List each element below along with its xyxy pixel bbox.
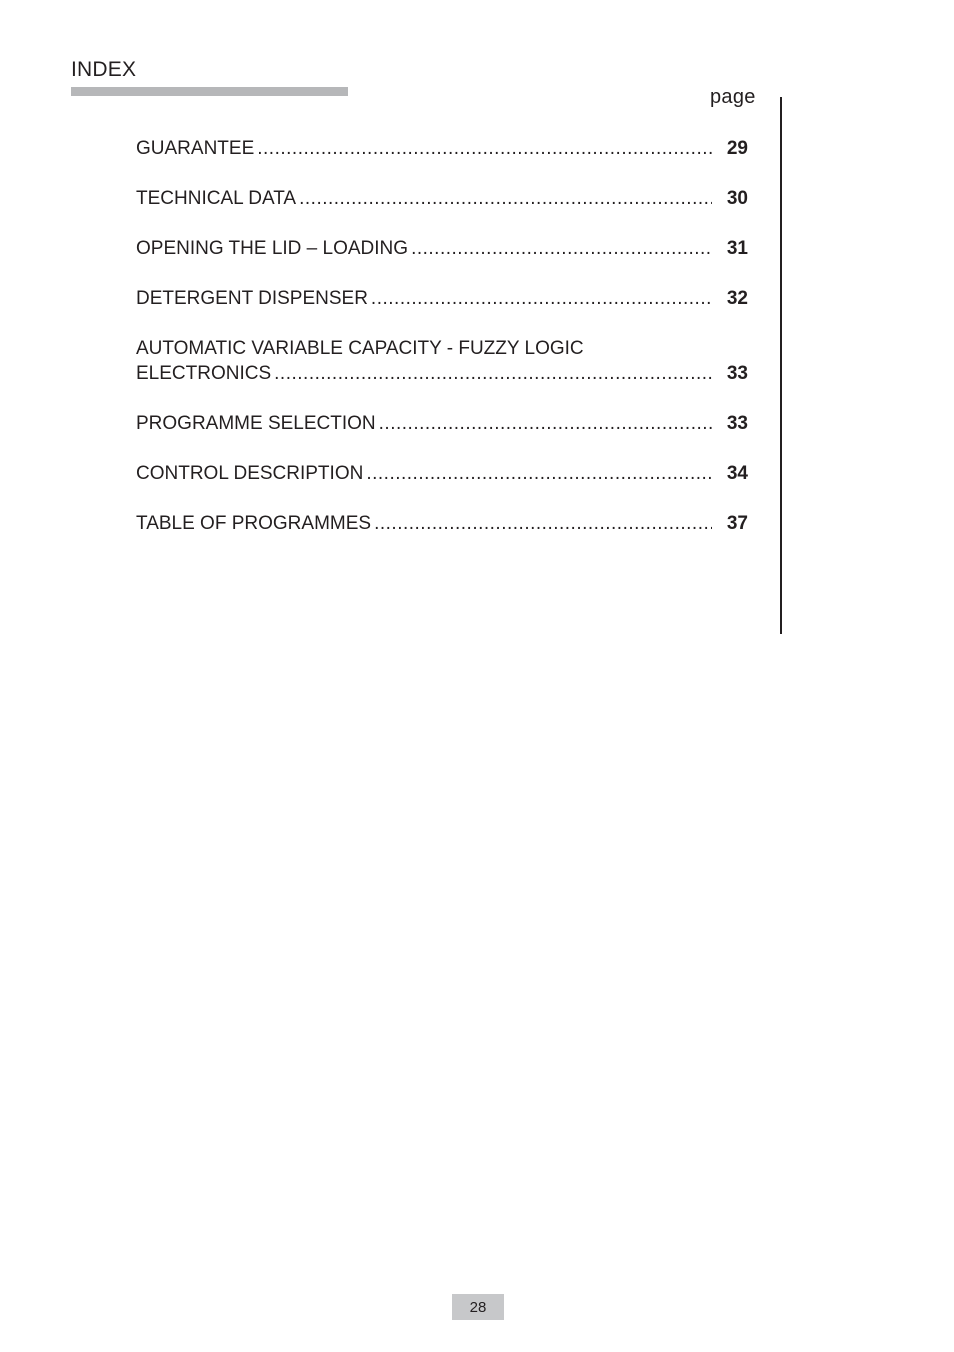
toc-entry-label: TECHNICAL DATA — [136, 188, 297, 209]
toc-entry-label: PROGRAMME SELECTION — [136, 413, 376, 434]
toc-page-number: 33 — [726, 413, 748, 434]
table-of-contents — [136, 136, 748, 536]
index-title: INDEX — [71, 58, 137, 81]
dot-leader — [411, 236, 712, 261]
toc-entry-technical-data[interactable] — [136, 186, 748, 211]
toc-page-number: 30 — [726, 188, 748, 209]
dot-leader — [366, 461, 712, 486]
toc-page-number: 29 — [726, 138, 748, 159]
toc-entry-label: CONTROL DESCRIPTION — [136, 463, 364, 484]
toc-page-number: 31 — [726, 238, 748, 259]
dot-leader — [299, 186, 712, 211]
title-underline-bar — [71, 87, 348, 96]
toc-entry-programme-selection[interactable] — [136, 411, 748, 436]
dot-leader — [371, 286, 712, 311]
toc-entry-label-line-1: AUTOMATIC VARIABLE CAPACITY - FUZZY LOGIC — [136, 338, 584, 359]
toc-entry-control-description[interactable] — [136, 461, 748, 486]
toc-entry-label: GUARANTEE — [136, 138, 255, 159]
toc-entry-label: OPENING THE LID – LOADING — [136, 238, 409, 259]
toc-entry-automatic-variable-capacity[interactable] — [136, 336, 748, 386]
dot-leader — [274, 361, 712, 386]
toc-entry-guarantee[interactable] — [136, 136, 748, 161]
toc-page-number: 32 — [726, 288, 748, 309]
dot-leader — [379, 411, 712, 436]
dot-leader — [374, 511, 712, 536]
page-column-label: page — [710, 86, 756, 108]
vertical-divider — [780, 97, 782, 634]
toc-entry-table-of-programmes[interactable] — [136, 511, 748, 536]
toc-page-number: 37 — [726, 513, 748, 534]
footer-page-number: 28 — [452, 1294, 504, 1320]
toc-entry-label: DETERGENT DISPENSER — [136, 288, 368, 309]
toc-page-number: 33 — [726, 363, 748, 384]
toc-entry-opening-lid[interactable] — [136, 236, 748, 261]
toc-entry-label-line-2: ELECTRONICS — [136, 363, 272, 384]
toc-entry-detergent-dispenser[interactable] — [136, 286, 748, 311]
toc-entry-label: TABLE OF PROGRAMMES — [136, 513, 372, 534]
dot-leader — [257, 136, 712, 161]
toc-page-number: 34 — [726, 463, 748, 484]
